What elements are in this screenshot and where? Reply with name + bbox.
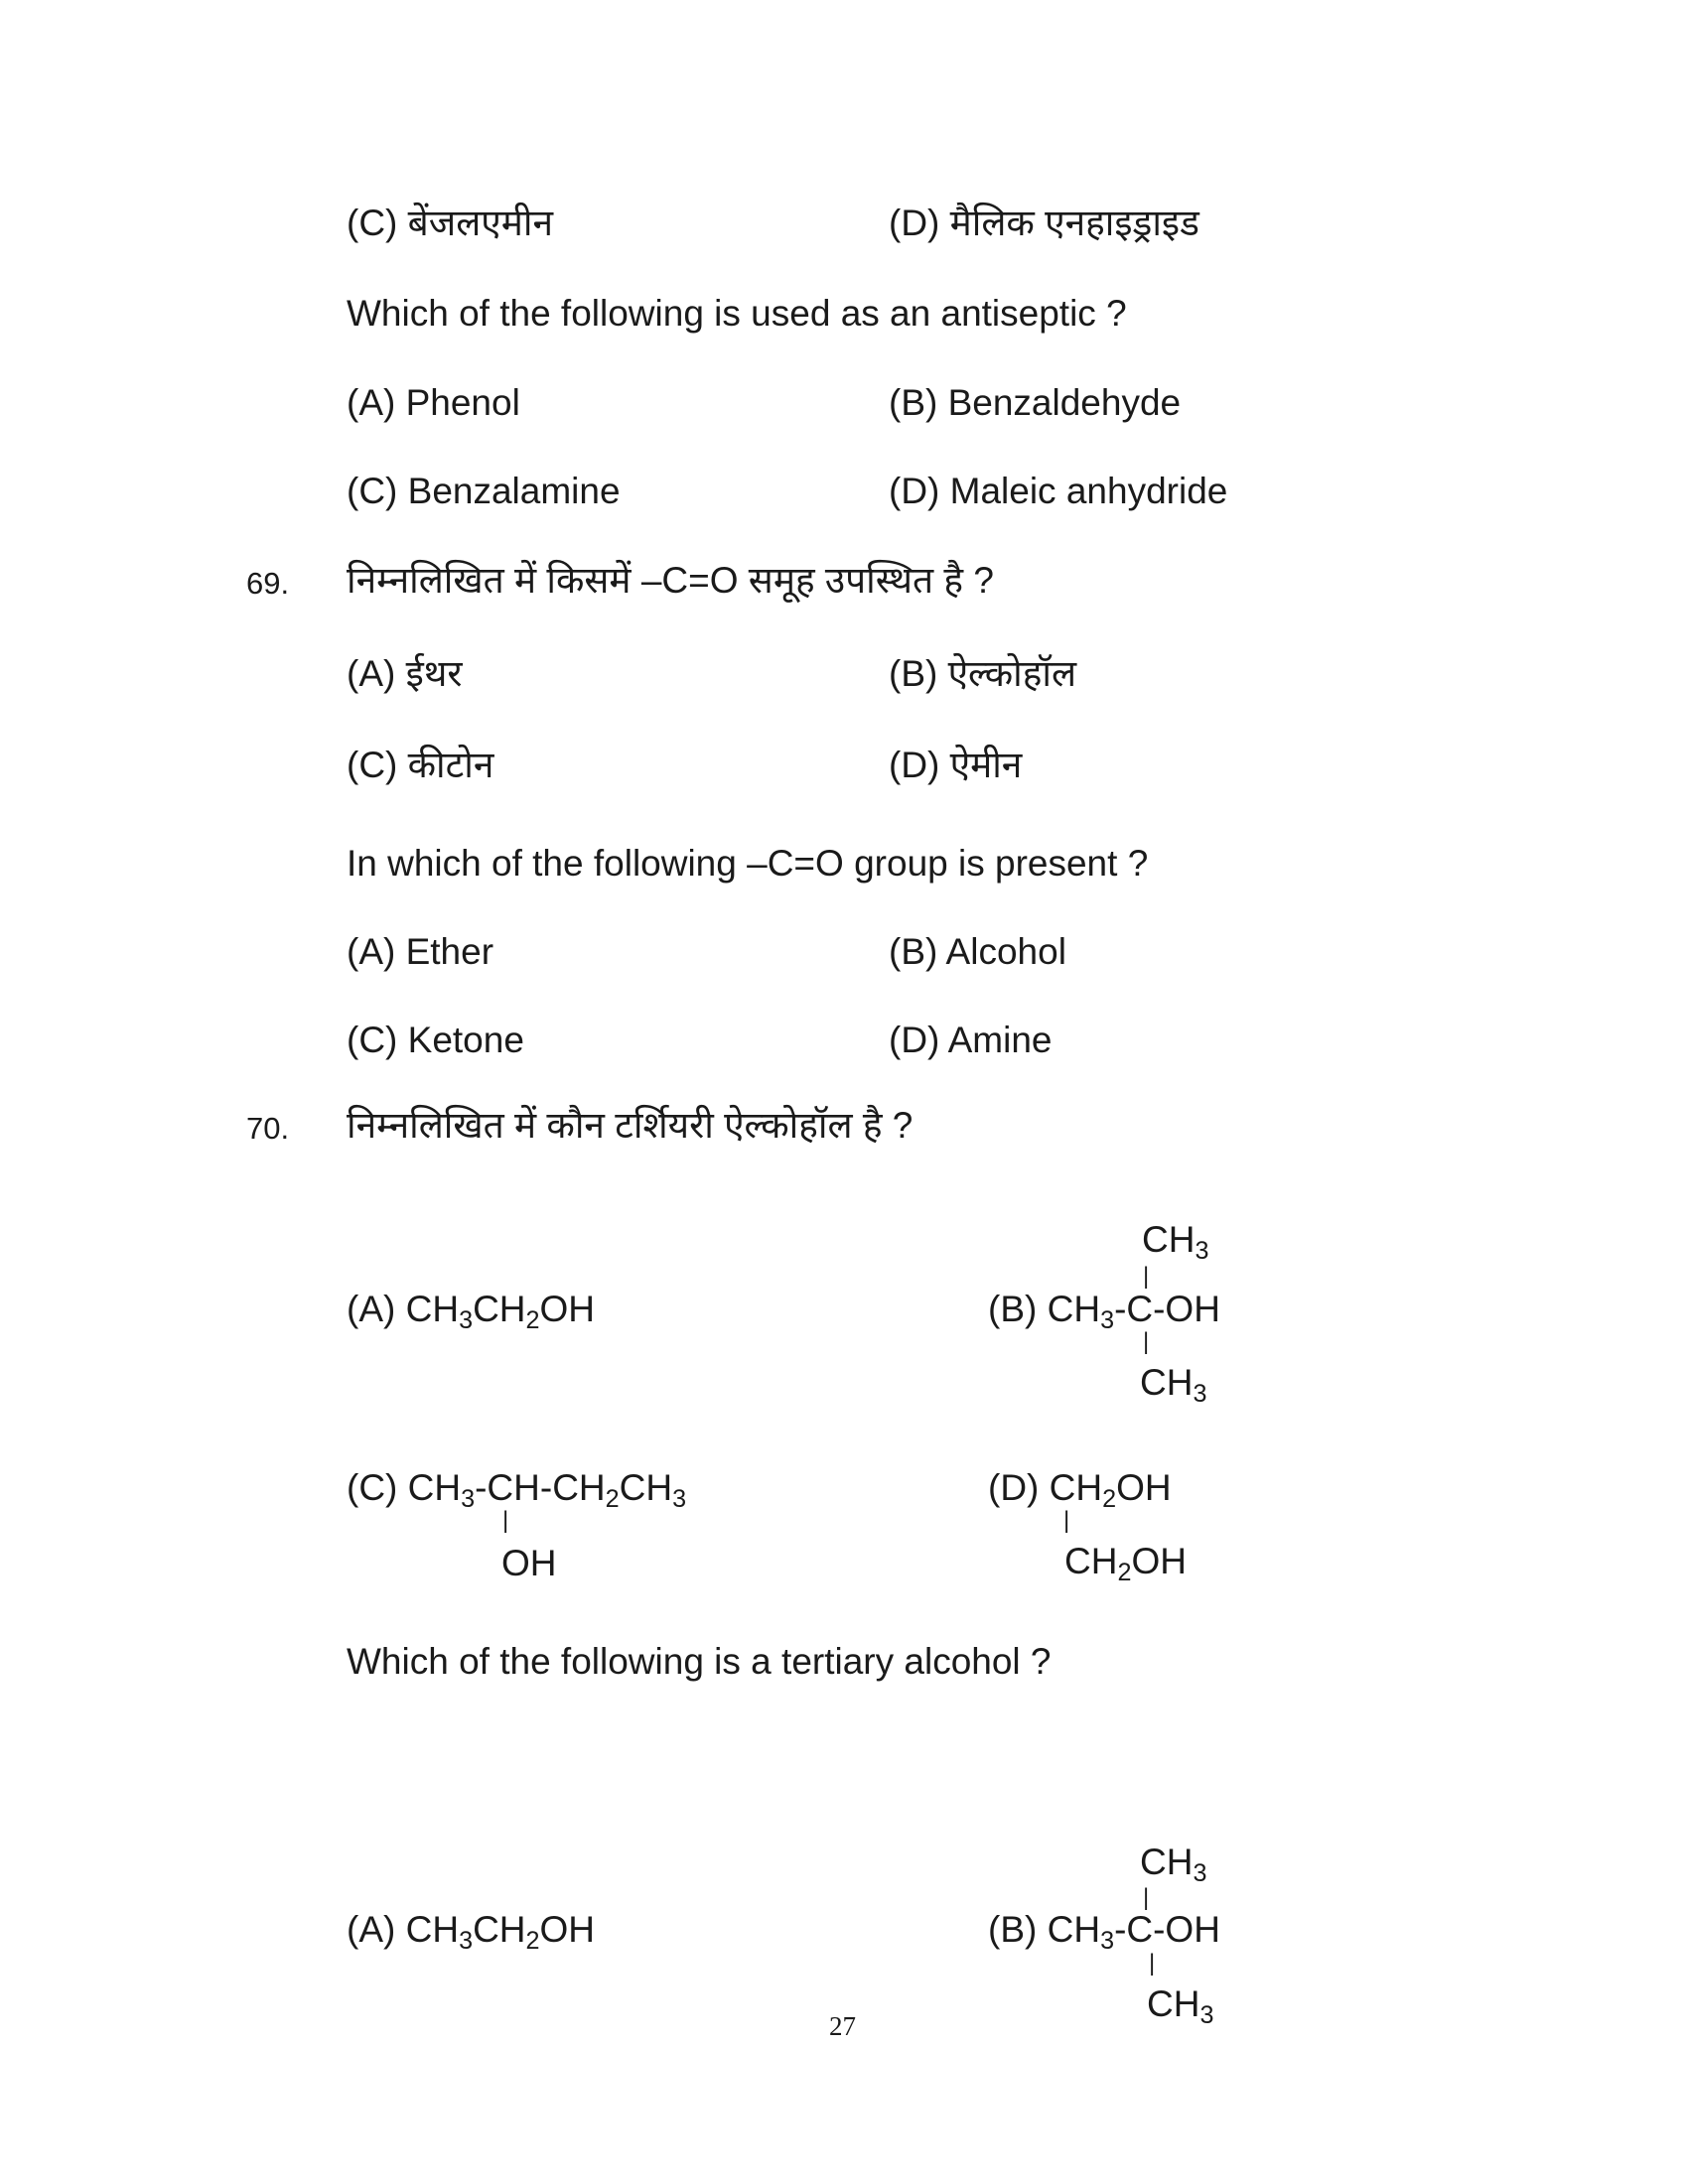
q69-en-carbonyl-group: C=O (767, 843, 844, 884)
q70-en-option-b-bottom-bond: | (1149, 1950, 1156, 1977)
q70-hi-option-d-bond: | (1063, 1507, 1070, 1534)
q70-hi-option-b-bottom-methyl: CH3 (1140, 1362, 1207, 1409)
q70-hi-option-d-bottom: CH2OH (1064, 1541, 1187, 1587)
q70-en-question: Which of the following is a tertiary alcohol ? (347, 1641, 1052, 1682)
q69-en-question-post: group is present ? (843, 843, 1149, 884)
q70-hi-option-d: (D) CH2OH (988, 1467, 1172, 1514)
q68-en-option-d: (D) Maleic anhydride (889, 471, 1228, 511)
q70-hi-option-a: (A) CH3CH2OH (347, 1289, 596, 1335)
q68-hi-option-c: (C) बेंजलएमीन (347, 203, 554, 243)
q69-hi-carbonyl-group: C=O (661, 560, 739, 601)
q69-en-question-pre: In which of the following – (347, 843, 768, 884)
q70-hi-option-b-bottom-bond: | (1143, 1328, 1150, 1355)
q69-en-option-c: (C) Ketone (347, 1020, 524, 1060)
q69-number: 69. (246, 566, 290, 601)
q69-hi-question-pre: निम्नलिखित में किसमें – (347, 560, 662, 601)
q70-hi-option-c-hydroxyl: OH (501, 1543, 557, 1583)
q69-en-option-d: (D) Amine (889, 1020, 1053, 1060)
q69-hi-option-b: (B) ऐल्कोहॉल (889, 653, 1077, 694)
page-number: 27 (829, 2011, 856, 2041)
q69-hi-question-post: समूह उपस्थित है ? (738, 560, 994, 601)
q69-en-question (347, 845, 1148, 882)
q69-hi-option-d: (D) ऐमीन (889, 745, 1023, 785)
q68-en-option-b: (B) Benzaldehyde (889, 382, 1182, 423)
q70-en-option-b-top-bond: | (1143, 1884, 1150, 1911)
q70-en-option-b-bottom-methyl: CH3 (1147, 1983, 1214, 2030)
q70-hi-question: निम्नलिखित में कौन टर्शियरी ऐल्कोहॉल है ? (347, 1105, 914, 1146)
q70-en-option-a: (A) CH3CH2OH (347, 1909, 596, 1956)
q69-en-option-b: (B) Alcohol (889, 931, 1066, 972)
q70-hi-option-b-top-methyl: CH3 (1142, 1219, 1209, 1266)
q70-en-option-b-top-methyl: CH3 (1140, 1842, 1207, 1888)
q68-en-question: Which of the following is used as an antiseptic ? (347, 293, 1127, 334)
q69-hi-option-c: (C) कीटोन (347, 745, 494, 785)
q68-en-option-a: (A) Phenol (347, 382, 520, 423)
q70-hi-option-c: (C) CH3-CH-CH2CH3 (347, 1467, 687, 1514)
q69-en-option-a: (A) Ether (347, 931, 494, 972)
q68-hi-option-d: (D) मैलिक एनहाइड्राइड (889, 203, 1199, 243)
q68-en-option-c: (C) Benzalamine (347, 471, 621, 511)
q69-hi-option-a: (A) ईथर (347, 653, 463, 694)
q70-number: 70. (246, 1111, 290, 1146)
q70-hi-option-b: (B) CH3-C-OH (988, 1289, 1220, 1335)
q70-hi-option-b-top-bond: | (1143, 1263, 1150, 1290)
q70-hi-option-c-bond: | (502, 1507, 509, 1534)
q69-hi-question (347, 562, 994, 599)
q70-en-option-b: (B) CH3-C-OH (988, 1909, 1220, 1956)
